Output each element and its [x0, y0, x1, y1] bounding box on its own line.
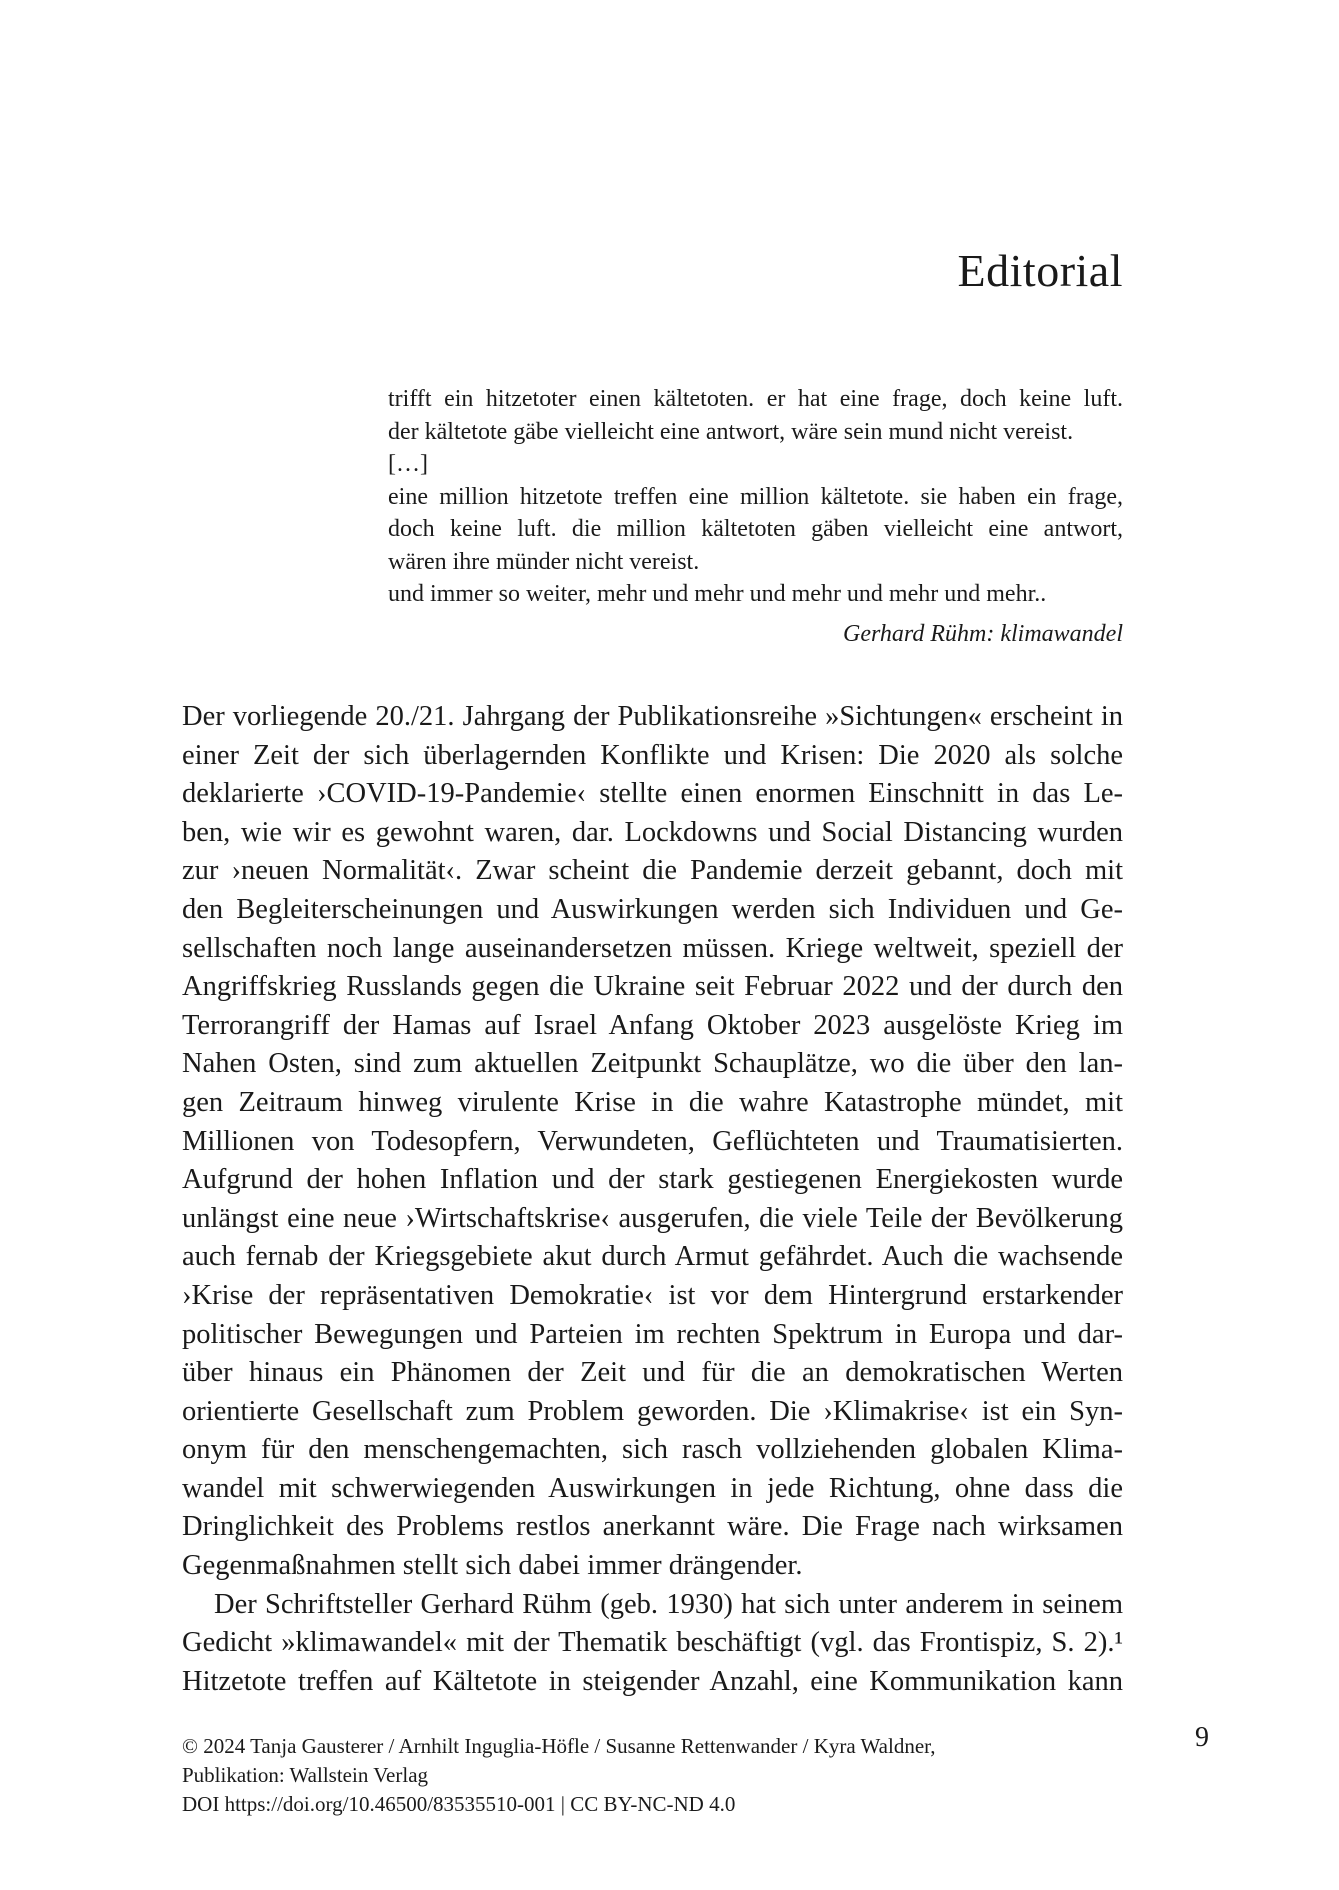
body-line: deklarierte ›COVID-19-Pandemie‹ stellte einen enormen Einschnitt in das Le- [182, 778, 1123, 810]
body-line: Terrorangriff der Hamas auf Israel Anfang Oktober 2023 ausgelöste Krieg im [182, 1009, 1123, 1041]
body-line: Der Schriftsteller Gerhard Rühm (geb. 1930) hat sich unter anderem in seinem [214, 1588, 1123, 1620]
epigraph-line: und immer so weiter, mehr und mehr und mehr und mehr und mehr.. [388, 581, 1047, 607]
epigraph-line: doch keine luft. die million kältetoten gäben vielleicht eine antwort, [388, 516, 1123, 542]
body-line: sellschaften noch lange auseinandersetzen müssen. Kriege weltweit, speziell der [182, 932, 1123, 964]
body-line: den Begleiterscheinungen und Auswirkungen werden sich Individuen und Ge- [182, 893, 1123, 925]
page-number: 9 [1195, 1722, 1209, 1753]
body-line: einer Zeit der sich überlagernden Konflikte und Krisen: Die 2020 als solche [182, 739, 1123, 771]
body-line: Angriffskrieg Russlands gegen die Ukraine seit Februar 2022 und der durch den [182, 971, 1123, 1003]
body-line: Hitzetote treffen auf Kältetote in steigender Anzahl, eine Kommunikation kann [182, 1665, 1123, 1697]
body-line: orientierte Gesellschaft zum Problem geworden. Die ›Klimakrise‹ ist ein Syn- [182, 1395, 1123, 1427]
epigraph-attribution: Gerhard Rühm: klimawandel [843, 620, 1123, 647]
epigraph-line: trifft ein hitzetoter einen kältetoten. er hat eine frage, doch keine luft. [388, 386, 1123, 412]
body-line: gen Zeitraum hinweg virulente Krise in die wahre Katastrophe mündet, mit [182, 1086, 1123, 1118]
body-line: über hinaus ein Phänomen der Zeit und für die an demokratischen Werten [182, 1357, 1123, 1389]
body-line: Der vorliegende 20./21. Jahrgang der Publikationsreihe »Sichtungen« erscheint in [182, 701, 1123, 732]
body-line: Gedicht »klimawandel« mit der Thematik beschäftigt (vgl. das Frontispiz, S. 2).¹ [182, 1627, 1123, 1659]
footer-doi: DOI https://doi.org/10.46500/83535510-001 | CC BY-NC-ND 4.0 [182, 1792, 736, 1816]
epigraph [388, 383, 1123, 650]
body-line: Millionen von Todesopfern, Verwundeten, Geflüchteten und Traumatisierten. [182, 1125, 1123, 1157]
body-line: wandel mit schwerwiegenden Auswirkungen in jede Richtung, ohne dass die [182, 1472, 1123, 1504]
body-line: zur ›neuen Normalität‹. Zwar scheint die Pandemie derzeit gebannt, doch mit [182, 855, 1123, 887]
footer-copyright: © 2024 Tanja Gausterer / Arnhilt Inguglia-Höfle / Susanne Rettenwander / Kyra Waldner, [182, 1734, 936, 1758]
body-line: Dringlichkeit des Problems restlos anerkannt wäre. Die Frage nach wirksamen [182, 1511, 1123, 1543]
epigraph-line: der kältetote gäbe vielleicht eine antwort, wäre sein mund nicht vereist. [388, 418, 1074, 445]
epigraph-line: eine million hitzetote treffen eine million kältetote. sie haben ein frage, [388, 483, 1123, 510]
body-line: politischer Bewegungen und Parteien im rechten Spektrum in Europa und dar- [182, 1318, 1123, 1350]
body-text [182, 698, 1123, 1701]
body-line: onym für den menschengemachten, sich rasch vollziehenden globalen Klima- [182, 1434, 1123, 1466]
body-line: auch fernab der Kriegsgebiete akut durch Armut gefährdet. Auch die wachsende [182, 1241, 1123, 1273]
body-line: Aufgrund der hohen Inflation und der stark gestiegenen Energiekosten wurde [182, 1164, 1123, 1196]
page-title: Editorial [957, 245, 1123, 296]
body-line: Nahen Osten, sind zum aktuellen Zeitpunkt Schauplätze, wo die über den lan- [182, 1048, 1123, 1080]
body-line: ben, wie wir es gewohnt waren, dar. Lockdowns und Social Distancing wurden [182, 816, 1123, 848]
body-line: ›Krise der repräsentativen Demokratie‹ ist vor dem Hintergrund erstarkender [182, 1279, 1123, 1311]
footer-publisher: Publikation: Wallstein Verlag [182, 1763, 429, 1787]
copyright-footer [182, 1732, 936, 1819]
epigraph-ellipsis: […] [388, 451, 428, 477]
epigraph-line: wären ihre münder nicht vereist. [388, 548, 700, 575]
body-line: Gegenmaßnahmen stellt sich dabei immer drängender. [182, 1550, 803, 1582]
body-line: unlängst eine neue ›Wirtschaftskrise‹ ausgerufen, die viele Teile der Bevölkerung [182, 1202, 1123, 1234]
